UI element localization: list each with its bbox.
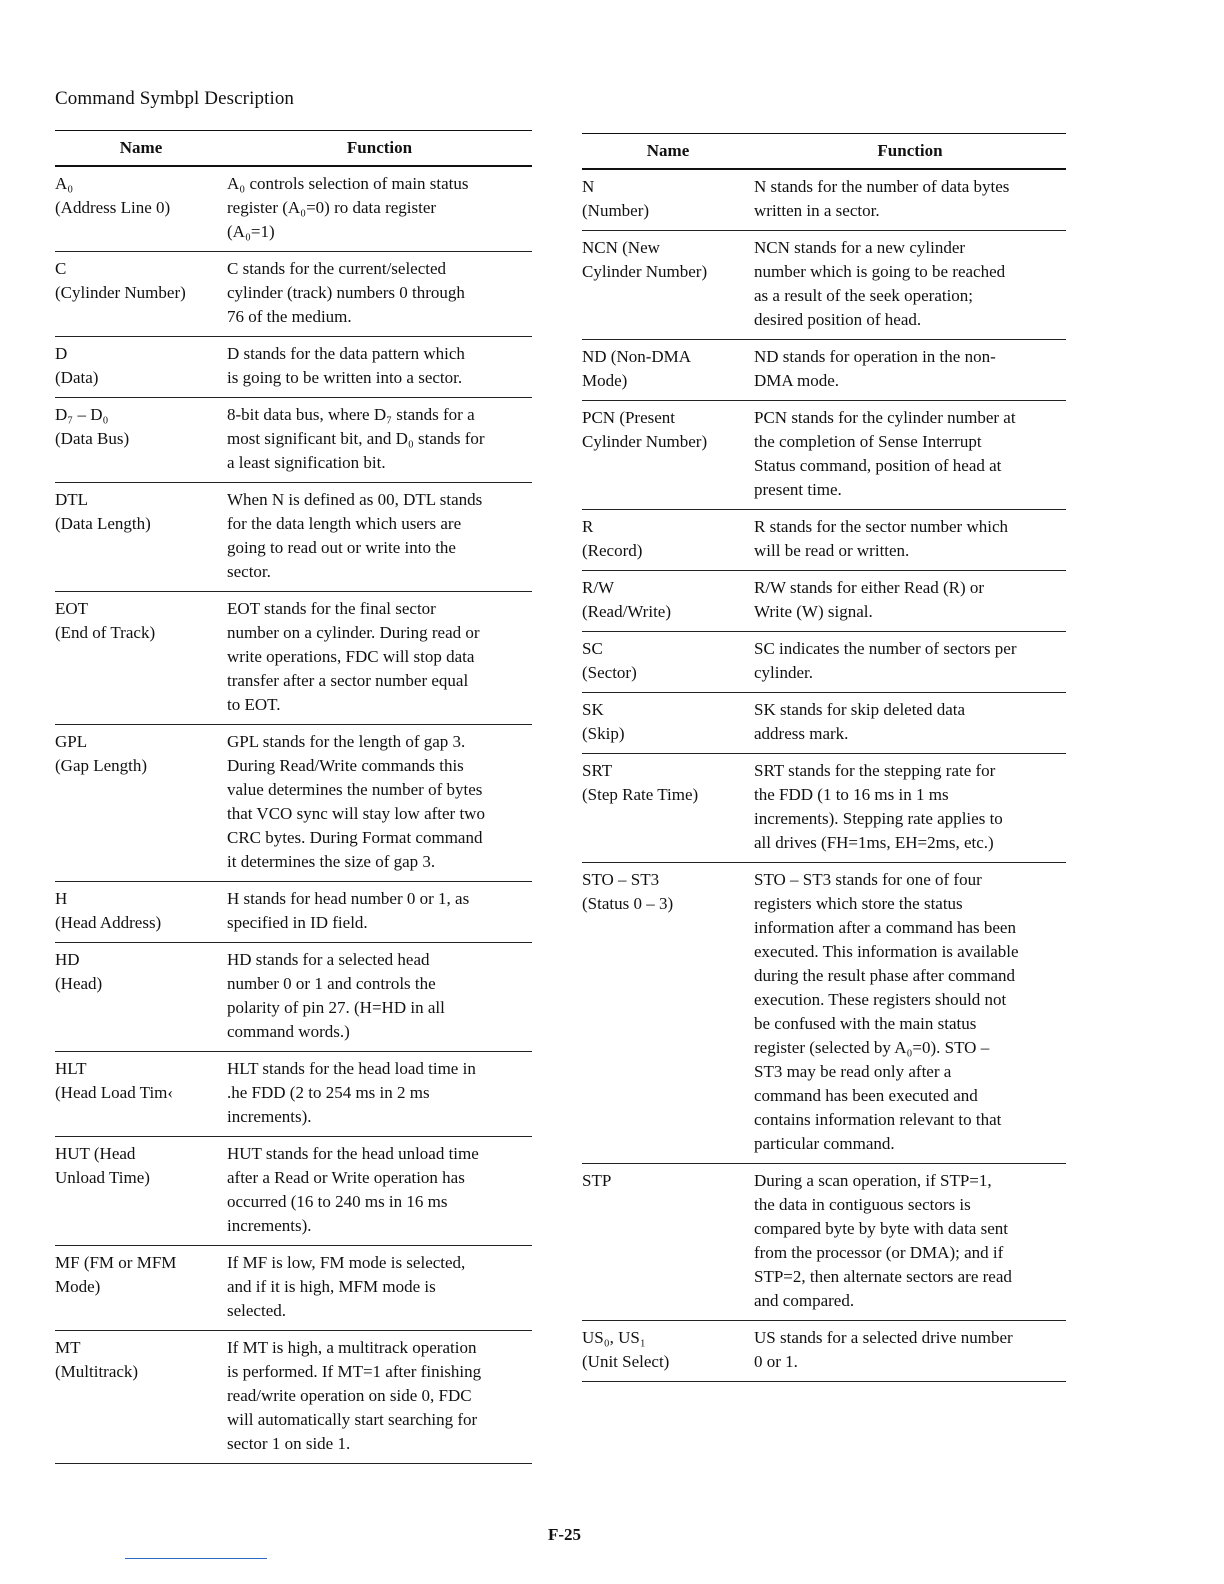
symbol-name-cell [55,887,227,935]
symbol-name-line: (Head Address) [55,913,162,932]
table-header [55,130,532,167]
function-description-line: is going to be written into a sector. [227,368,463,387]
table-row [582,693,1066,754]
function-description-line: the completion of Sense Interrupt [754,432,982,451]
function-description-line: read/write operation on side 0, FDC [227,1386,472,1405]
function-description-line: executed. This information is available [754,942,1019,961]
function-description-line: particular command. [754,1134,895,1153]
table-row [582,1164,1066,1321]
function-description-line: H stands for head number 0 or 1, as [227,889,470,908]
function-description-line: will be read or written. [754,541,910,560]
function-description-line: When N is defined as 00, DTL stands [227,490,483,509]
symbol-name-line: PCN (Present [582,408,676,427]
symbol-name-line: (Number) [582,201,650,220]
function-description-line: STO – ST3 stands for one of four [754,870,982,889]
function-description-line: ST3 may be read only after a [754,1062,952,1081]
function-description-line: number on a cylinder. During read or [227,623,480,642]
symbol-name-line: (Data Bus) [55,429,130,448]
symbol-name-cell [55,488,227,584]
function-description-line: to EOT. [227,695,281,714]
symbol-name-line: (End of Track) [55,623,156,642]
left-symbol-table [55,130,532,1464]
table-row [582,510,1066,571]
symbol-name-cell [55,342,227,390]
function-description-line: value determines the number of bytes [227,780,483,799]
function-description-line: PCN stands for the cylinder number at [754,408,1016,427]
function-description-line: number 0 or 1 and controls the [227,974,436,993]
table-row [582,1321,1066,1382]
function-description-line: execution. These registers should not [754,990,1007,1009]
symbol-name-cell [55,597,227,717]
symbol-name-cell [582,515,754,563]
name-column-header: Name [119,138,163,157]
table-row [55,1246,532,1331]
symbol-name-line: STP [582,1171,612,1190]
function-description-cell [227,1336,532,1456]
function-column-header: Function [877,141,943,160]
function-description-line: Status command, position of head at [754,456,1002,475]
table-row [582,754,1066,863]
function-description-line: A₀ controls selection of main status [227,174,469,193]
function-description-line: command words.) [227,1022,350,1041]
symbol-name-line: R/W [582,578,615,597]
function-description-line: be confused with the main status [754,1014,977,1033]
table-row [582,231,1066,340]
function-description-cell [754,576,1066,624]
function-description-line: information after a command has been [754,918,1016,937]
function-description-line: sector 1 on side 1. [227,1434,351,1453]
symbol-name-line: SK [582,700,604,719]
function-description-line: HLT stands for the head load time in [227,1059,476,1078]
symbol-name-cell [55,948,227,1044]
symbol-name-line: Cylinder Number) [582,432,708,451]
function-description-line: NCN stands for a new cylinder [754,238,966,257]
function-description-line: DMA mode. [754,371,839,390]
function-description-line: SC indicates the number of sectors per [754,639,1017,658]
function-description-line: If MT is high, a multitrack operation [227,1338,477,1357]
symbol-name-line: (Step Rate Time) [582,785,699,804]
symbol-name-cell [582,345,754,393]
function-description-line: desired position of head. [754,310,922,329]
symbol-name-line: HLT [55,1059,87,1078]
symbol-name-line: Mode) [582,371,628,390]
function-description-cell [754,406,1066,502]
footer-rule [125,1558,267,1559]
symbol-name-line: DTL [55,490,89,509]
function-description-line: address mark. [754,724,849,743]
symbol-name-line: HUT (Head [55,1144,136,1163]
function-description-cell [227,172,532,244]
function-description-cell [754,345,1066,393]
symbol-name-line: A₀ [55,174,74,193]
symbol-name-line: (Gap Length) [55,756,148,775]
symbol-name-line: MT [55,1338,81,1357]
function-description-line: (A₀=1) [227,222,275,241]
symbol-name-line: (Head) [55,974,103,993]
table-row [55,398,532,483]
function-description-cell [227,730,532,874]
symbol-name-cell [582,576,754,624]
function-description-line: as a result of the seek operation; [754,286,974,305]
function-description-cell [227,403,532,475]
function-description-cell [227,597,532,717]
function-description-line: EOT stands for the final sector [227,599,436,618]
function-description-line: R stands for the sector number which [754,517,1008,536]
function-description-line: HD stands for a selected head [227,950,430,969]
table-row [55,1331,532,1464]
function-description-line: .he FDD (2 to 254 ms in 2 ms [227,1083,430,1102]
function-description-line: During Read/Write commands this [227,756,464,775]
symbol-name-line: (Head Load Tim‹ [55,1083,174,1102]
table-row [582,170,1066,231]
name-column-header: Name [646,141,690,160]
symbol-name-line: NCN (New [582,238,660,257]
function-description-line: cylinder. [754,663,814,682]
symbol-name-line: (Skip) [582,724,625,743]
function-description-line: contains information relevant to that [754,1110,1002,1129]
function-description-line: and compared. [754,1291,855,1310]
function-description-line: present time. [754,480,842,499]
symbol-name-cell [582,868,754,1156]
table-row [582,401,1066,510]
symbol-name-line: R [582,517,594,536]
function-description-line: command has been executed and [754,1086,978,1105]
symbol-name-line: Unload Time) [55,1168,150,1187]
function-description-line: R/W stands for either Read (R) or [754,578,985,597]
symbol-name-line: US₀, US₁ [582,1328,646,1347]
function-description-line: 76 of the medium. [227,307,352,326]
function-description-cell [754,1326,1066,1374]
function-description-line: for the data length which users are [227,514,462,533]
symbol-name-cell [582,236,754,332]
function-description-line: Write (W) signal. [754,602,873,621]
function-description-cell [754,236,1066,332]
table-row [55,882,532,943]
symbol-name-line: (Address Line 0) [55,198,171,217]
function-description-line: CRC bytes. During Format command [227,828,483,847]
symbol-name-cell [55,1057,227,1129]
function-description-line: the data in contiguous sectors is [754,1195,971,1214]
page-title: Command Symbpl Description [55,88,295,109]
function-description-line: all drives (FH=1ms, EH=2ms, etc.) [754,833,994,852]
function-description-cell [227,948,532,1044]
function-description-line: GPL stands for the length of gap 3. [227,732,466,751]
symbol-name-line: (Data) [55,368,99,387]
function-description-line: If MF is low, FM mode is selected, [227,1253,466,1272]
symbol-name-cell [55,730,227,874]
symbol-name-line: SRT [582,761,613,780]
symbol-name-cell [582,175,754,223]
symbol-name-line: (Read/Write) [582,602,671,621]
function-description-line: will automatically start searching for [227,1410,478,1429]
symbol-name-line: SC [582,639,603,658]
table-row [55,943,532,1052]
function-description-line: STP=2, then alternate sectors are read [754,1267,1012,1286]
function-description-line: SRT stands for the stepping rate for [754,761,996,780]
symbol-name-line: N [582,177,595,196]
symbol-name-line: MF (FM or MFM [55,1253,177,1272]
function-description-cell [227,1057,532,1129]
function-description-line: register (A₀=0) ro data register [227,198,437,217]
function-description-line: SK stands for skip deleted data [754,700,966,719]
symbol-name-line: Cylinder Number) [582,262,708,281]
function-description-line: registers which store the status [754,894,963,913]
function-description-line: C stands for the current/selected [227,259,447,278]
symbol-name-line: HD [55,950,80,969]
function-description-line: write operations, FDC will stop data [227,647,475,666]
symbol-name-cell [55,257,227,329]
table-row [55,725,532,882]
table-body [582,170,1066,1382]
table-header [582,133,1066,170]
function-description-cell [754,759,1066,855]
table-row [582,632,1066,693]
symbol-name-cell [55,172,227,244]
function-description-line: N stands for the number of data bytes [754,177,1010,196]
function-description-cell [754,175,1066,223]
function-description-line: US stands for a selected drive number [754,1328,1013,1347]
function-description-cell [754,698,1066,746]
symbol-name-cell [582,1169,754,1313]
function-description-line: that VCO sync will stay low after two [227,804,485,823]
function-description-line: during the result phase after command [754,966,1016,985]
function-description-line: specified in ID field. [227,913,368,932]
function-description-line: selected. [227,1301,286,1320]
symbol-name-line: ND (Non-DMA [582,347,692,366]
function-description-line: register (selected by A₀=0). STO – [754,1038,990,1057]
function-description-cell [754,515,1066,563]
function-description-cell [227,1251,532,1323]
function-description-cell [227,887,532,935]
function-column-header: Function [346,138,413,157]
table-row [55,337,532,398]
symbol-name-line: (Multitrack) [55,1362,139,1381]
function-description-line: going to read out or write into the [227,538,456,557]
symbol-name-cell [55,1251,227,1323]
table-row [55,252,532,337]
function-description-line: number which is going to be reached [754,262,1006,281]
function-description-cell [754,868,1066,1156]
function-description-line: transfer after a sector number equal [227,671,469,690]
function-description-line: polarity of pin 27. (H=HD in all [227,998,445,1017]
function-description-line: D stands for the data pattern which [227,344,465,363]
symbol-name-line: D [55,344,68,363]
page-number: F-25 [548,1525,582,1544]
symbol-name-line: STO – ST3 [582,870,660,889]
symbol-name-cell [55,1142,227,1238]
function-description-line: During a scan operation, if STP=1, [754,1171,992,1190]
function-description-line: increments). Stepping rate applies to [754,809,1003,828]
symbol-name-line: (Sector) [582,663,637,682]
function-description-line: a least signification bit. [227,453,386,472]
function-description-line: increments). [227,1107,312,1126]
function-description-cell [227,1142,532,1238]
function-description-line: occurred (16 to 240 ms in 16 ms [227,1192,448,1211]
function-description-line: sector. [227,562,271,581]
symbol-name-line: Mode) [55,1277,101,1296]
symbol-name-line: D₇ – D₀ [55,405,109,424]
symbol-name-cell [55,1336,227,1456]
function-description-line: it determines the size of gap 3. [227,852,436,871]
function-description-line: from the processor (or DMA); and if [754,1243,1004,1262]
symbol-name-line: C [55,259,67,278]
symbol-name-cell [582,759,754,855]
symbol-name-line: (Cylinder Number) [55,283,186,302]
symbol-name-line: (Unit Select) [582,1352,670,1371]
function-description-line: 0 or 1. [754,1352,798,1371]
symbol-name-cell [582,637,754,685]
table-row [55,592,532,725]
table-row [55,1052,532,1137]
symbol-name-line: (Record) [582,541,643,560]
function-description-line: is performed. If MT=1 after finishing [227,1362,482,1381]
function-description-line: and if it is high, MFM mode is [227,1277,436,1296]
table-row [582,571,1066,632]
table-body [55,167,532,1464]
function-description-line: cylinder (track) numbers 0 through [227,283,465,302]
table-row [582,863,1066,1164]
function-description-cell [227,342,532,390]
function-description-line: increments). [227,1216,312,1235]
function-description-line: most significant bit, and D₀ stands for [227,429,485,448]
function-description-line: the FDD (1 to 16 ms in 1 ms [754,785,949,804]
function-description-cell [754,1169,1066,1313]
symbol-name-line: GPL [55,732,88,751]
function-description-cell [227,488,532,584]
table-row [55,483,532,592]
function-description-line: HUT stands for the head unload time [227,1144,479,1163]
symbol-name-cell [582,698,754,746]
table-row [582,340,1066,401]
right-symbol-table [582,133,1066,1382]
symbol-name-cell [582,406,754,502]
symbol-name-line: EOT [55,599,89,618]
table-row [55,167,532,252]
function-description-line: written in a sector. [754,201,880,220]
table-row [55,1137,532,1246]
function-description-cell [754,637,1066,685]
symbol-name-line: H [55,889,68,908]
function-description-line: ND stands for operation in the non- [754,347,996,366]
function-description-cell [227,257,532,329]
symbol-name-cell [55,403,227,475]
symbol-name-line: (Status 0 – 3) [582,894,674,913]
function-description-line: after a Read or Write operation has [227,1168,465,1187]
function-description-line: 8-bit data bus, where D₇ stands for a [227,405,475,424]
function-description-line: compared byte by byte with data sent [754,1219,1008,1238]
symbol-name-cell [582,1326,754,1374]
symbol-name-line: (Data Length) [55,514,151,533]
